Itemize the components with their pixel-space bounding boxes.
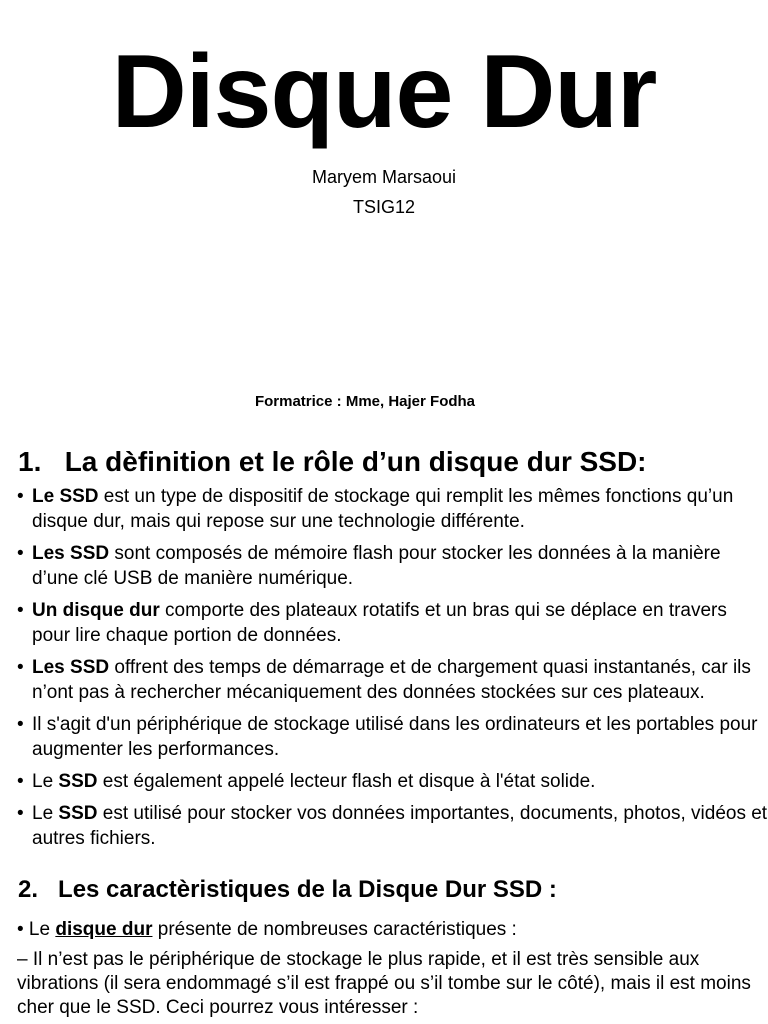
class-code: TSIG12 xyxy=(352,197,416,217)
section-2-number: 2. xyxy=(18,876,39,903)
list-item xyxy=(0,769,768,794)
bullet-text: est un type de dispositif de stockage qui remplit les mêmes fonctions qu’un disque dur, mais qui repose sur une technologie différente. xyxy=(32,486,734,532)
bullet-icon: • xyxy=(17,486,24,507)
bullet-text: Il s'agit d'un périphérique de stockage utilisé dans les ordinateurs et les portables pour augmenter les performances. xyxy=(32,714,758,760)
bullet-icon: • xyxy=(17,771,24,792)
list-item xyxy=(0,712,768,762)
section-2-title: Les caractèristiques de la Disque Dur SSD : xyxy=(58,876,557,903)
section-1-heading xyxy=(18,446,647,478)
bullet-icon: • xyxy=(17,803,24,824)
document-title: Disque Dur xyxy=(111,34,657,150)
list-item xyxy=(0,541,768,591)
section-1-title: La dèfinition et le rôle d’un disque dur SSD: xyxy=(64,446,647,477)
bullet-text: sont composés de mémoire flash pour stocker les données à la manière d’une clé USB de manière numérique. xyxy=(32,543,721,589)
bullet-icon: • xyxy=(17,657,24,678)
list-item xyxy=(0,598,768,648)
trainer-line: Formatrice : Mme, Hajer Fodha xyxy=(254,393,476,410)
section-1-bullet-list xyxy=(0,484,768,864)
section-2-heading xyxy=(18,876,557,904)
bullet-text: offrent des temps de démarrage et de chargement quasi instantanés, car ils n’ont pas à rechercher mécaniquement des données stockées sur ces plateaux. xyxy=(32,657,751,703)
bullet-icon: • xyxy=(17,543,24,564)
bullet-prefix: Le xyxy=(32,803,59,824)
list-item xyxy=(0,655,768,705)
author-name: Maryem Marsaoui xyxy=(311,167,457,187)
disque-dur-link[interactable]: disque dur xyxy=(55,919,153,940)
list-item xyxy=(0,801,768,851)
bullet-bold: Les SSD xyxy=(32,657,110,678)
intro-prefix: • Le xyxy=(17,919,56,940)
bullet-prefix: Le xyxy=(32,771,59,792)
bullet-text: est utilisé pour stocker vos données importantes, documents, photos, vidéos et autres fichiers. xyxy=(32,803,768,849)
bullet-icon: • xyxy=(17,714,24,735)
bullet-bold: Un disque dur xyxy=(32,600,160,621)
section-2-intro xyxy=(17,918,757,942)
section-2-paragraph: – Il n’est pas le périphérique de stockage le plus rapide, et il est très sensible aux vibrations (il sera endommagé s’il est frappé ou s’il tombe sur le côté), mais il est moins cher que le SSD. Ceci pourrez vous intéresser : xyxy=(17,949,751,1018)
section-2-body xyxy=(17,918,757,1020)
bullet-bold: SSD xyxy=(58,771,98,792)
bullet-bold: Les SSD xyxy=(32,543,110,564)
bullet-icon: • xyxy=(17,600,24,621)
list-item xyxy=(0,484,768,534)
bullet-text: comporte des plateaux rotatifs et un bras qui se déplace en travers pour lire chaque portion de données. xyxy=(32,600,727,646)
bullet-text: est également appelé lecteur flash et disque à l'état solide. xyxy=(97,771,596,792)
bullet-bold: Le SSD xyxy=(32,486,99,507)
bullet-bold: SSD xyxy=(58,803,98,824)
section-1-number: 1. xyxy=(18,446,42,477)
intro-suffix: présente de nombreuses caractéristiques : xyxy=(152,919,517,940)
